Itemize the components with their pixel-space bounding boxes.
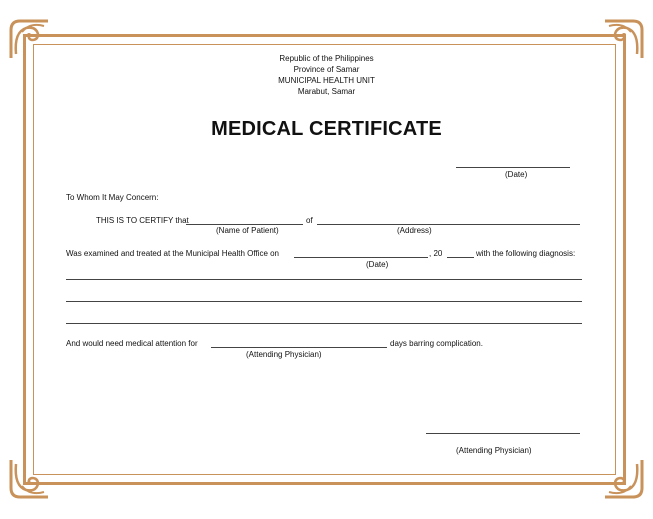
header-country: Republic of the Philippines [279, 54, 374, 63]
patient-name-caption: (Name of Patient) [216, 226, 279, 235]
certify-of: of [306, 216, 313, 225]
date-caption: (Date) [505, 170, 528, 179]
examined-suffix: with the following diagnosis: [476, 249, 576, 258]
diagnosis-line[interactable] [66, 301, 582, 302]
exam-date-line[interactable] [294, 257, 428, 258]
signature-caption: (Attending Physician) [456, 446, 532, 455]
year-prefix: , 20 [429, 249, 443, 258]
attention-suffix: days barring complication. [390, 339, 483, 348]
certify-prefix: THIS IS TO CERTIFY that [96, 216, 189, 225]
examined-prefix: Was examined and treated at the Municipal Health Office on [66, 249, 280, 258]
address-line[interactable] [317, 224, 580, 225]
header-office: MUNICIPAL HEALTH UNIT [278, 76, 375, 85]
salutation: To Whom It May Concern: [66, 193, 159, 202]
attention-prefix: And would need medical attention for [66, 339, 198, 348]
diagnosis-line[interactable] [66, 279, 582, 280]
header-municipality: Marabut, Samar [297, 87, 356, 96]
date-line[interactable] [456, 167, 570, 168]
patient-name-line[interactable] [186, 224, 303, 225]
certificate-title: MEDICAL CERTIFICATE [211, 118, 442, 140]
attention-caption: (Attending Physician) [246, 350, 322, 359]
corner-ornament-icon [603, 458, 645, 500]
certificate-border-inner [33, 44, 616, 475]
certificate-header [0, 53, 653, 97]
header-province: Province of Samar [293, 65, 360, 74]
corner-ornament-icon [8, 458, 50, 500]
year-line[interactable] [447, 257, 474, 258]
signature-line[interactable] [426, 433, 580, 434]
address-caption: (Address) [397, 226, 432, 235]
diagnosis-line[interactable] [66, 323, 582, 324]
attention-days-line[interactable] [211, 347, 387, 348]
exam-date-caption: (Date) [366, 260, 389, 269]
